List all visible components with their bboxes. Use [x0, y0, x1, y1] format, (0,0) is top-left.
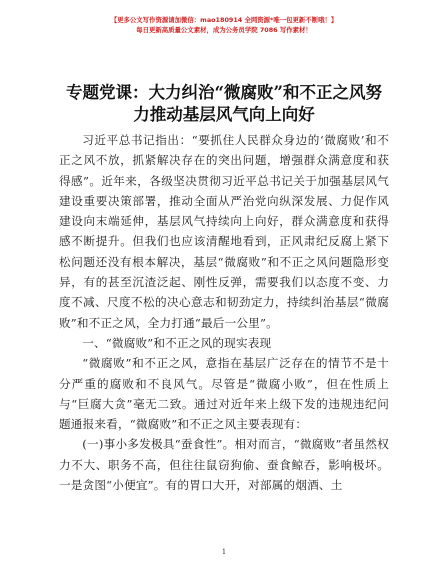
page-number: 1 — [221, 548, 227, 556]
promo-banner-line-2: 每日更新高质量公文素材，成为公务员学院 7086 写作素材！ — [136, 26, 312, 34]
body-paragraph-subsection-1: (一)事小多发极具“蚕食性”。相对而言，“微腐败”者虽然权力不大、职务不高，但往往鼠窃狗偷、蚕食鲸吞，影响极坏。一是贪图“小便宜”。有的胃口大开，对部属的烟酒、土 — [59, 437, 389, 493]
section-heading-1: 一、“微腐败”和不正之风的现实表现 — [82, 335, 272, 350]
document-title — [40, 82, 408, 126]
body-paragraph-intro: 习近平总书记指出：“要抓住人民群众身边的‘微腐败’和不正之风不放，抓紧解决存在的突出问题，增强群众满意度和获得感”。近年来，各级坚决贯彻习近平总书记关于加强基层风气建设重要决策部署，推动全面从严治党向纵深发展、力促作风建设向末端延伸，基层风气持续向上向好，群众满意度和获得感不断提升。但我们也应该清醒地看到，正风肃纪反腐上紧下松问题还没有根本解决，基层“微腐败”和不正之风问题隐形变异，有的甚至沉渣泛起、刚性反弹，需要我们以态度不变、力度不减、尺度不松的决心意志和韧劲定力，持续纠治基层“微腐败”和不正之风，全力打通“最后一公里”。 — [59, 133, 389, 330]
body-paragraph-definition: “微腐败”和不正之风，意指在基层广泛存在的情节不是十分严重的腐败和不良风气。尽管是“微腐小败”，但在性质上与“巨腐大贪”毫无二致。通过对近年来上级下发的违规违纪问题通报来看，“微腐败”和不正之风主要表现有： — [59, 356, 389, 432]
promo-banner-line-1: 【更多公文写作资源请加微信：mao180914 全网资源*唯一包更新不断哦！】 — [110, 16, 338, 24]
document-body — [59, 130, 389, 495]
document-title-line-2: 力推动基层风气向上向好 — [133, 105, 315, 124]
promo-banner — [0, 15, 448, 35]
document-title-line-1: 专题党课：大力纠治“微腐败”和不正之风努 — [66, 83, 382, 102]
